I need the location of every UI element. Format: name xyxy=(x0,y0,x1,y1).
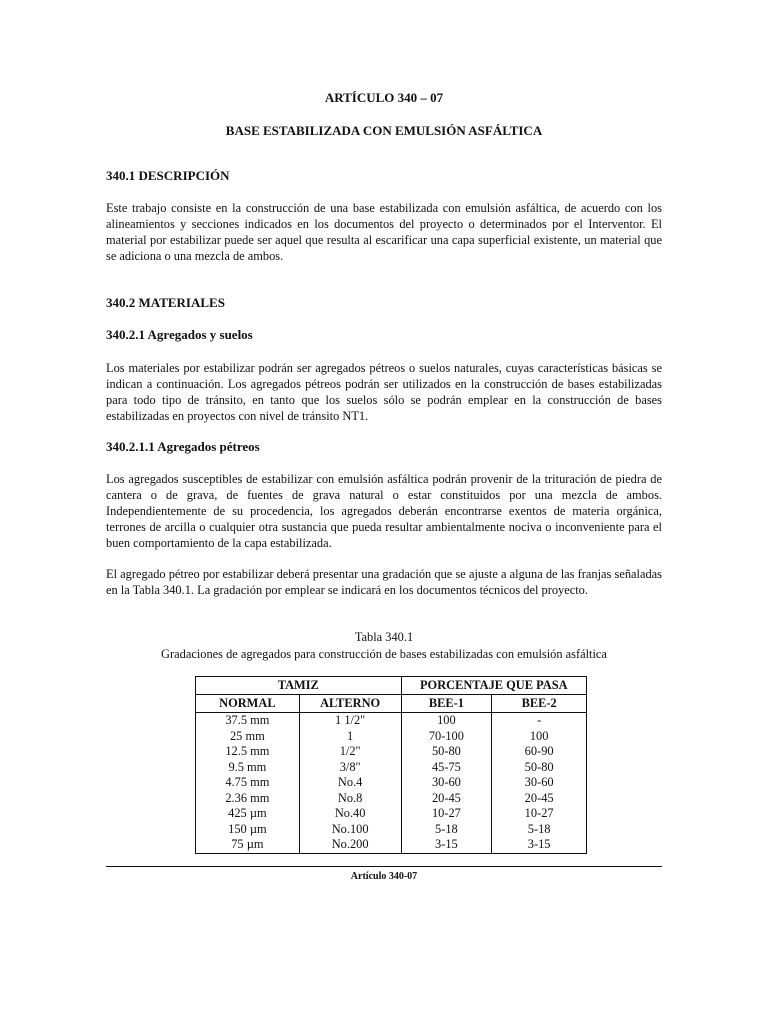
cell-bee2: 20-45 xyxy=(492,791,587,807)
cell-bee1: 20-45 xyxy=(401,791,492,807)
cell-normal: 2.36 mm xyxy=(196,791,300,807)
cell-alterno: 1/2" xyxy=(299,744,401,760)
cell-alterno: No.8 xyxy=(299,791,401,807)
cell-alterno: 1 xyxy=(299,729,401,745)
article-subtitle: BASE ESTABILIZADA CON EMULSIÓN ASFÁLTICA xyxy=(225,123,543,138)
cell-bee1: 30-60 xyxy=(401,775,492,791)
table-row xyxy=(196,760,587,776)
cell-bee1: 5-18 xyxy=(401,822,492,838)
table-row xyxy=(196,806,587,822)
table-row xyxy=(196,822,587,838)
section-heading-agregados-suelos: 340.2.1 Agregados y suelos xyxy=(106,327,253,342)
cell-bee2: 50-80 xyxy=(492,760,587,776)
cell-bee2: 3-15 xyxy=(492,837,587,853)
cell-bee2: - xyxy=(492,713,587,729)
table-row xyxy=(196,791,587,807)
cell-normal: 4.75 mm xyxy=(196,775,300,791)
cell-normal: 12.5 mm xyxy=(196,744,300,760)
header-bee2: BEE-2 xyxy=(492,695,587,713)
cell-bee1: 10-27 xyxy=(401,806,492,822)
cell-normal: 37.5 mm xyxy=(196,713,300,729)
cell-alterno: 1 1/2" xyxy=(299,713,401,729)
paragraph-agregados-suelos: Los materiales por estabilizar podrán ser agregados pétreos o suelos naturales, cuyas características básicas se indican a continuación. Los agregados pétreos podrán ser utilizados en la construcción de bases estabilizadas para todo tipo de tránsito, en tanto que los suelos sólo se podrán emplear en la construcción de bases estabilizadas en proyectos con nivel de tránsito NT1. xyxy=(106,361,662,424)
section-heading-descripcion: 340.1 DESCRIPCIÓN xyxy=(106,168,230,183)
cell-alterno: No.4 xyxy=(299,775,401,791)
paragraph-agregados-petreos-1: Los agregados susceptibles de estabilizar con emulsión asfáltica podrán provenir de la trituración de piedra de cantera o de grava, de fuentes de grava natural o estar constituidos por una mezcla de ambos. Independientemente de su procedencia, los agregados deberán encontrarse exentos de materia orgánica, terrones de arcilla o cualquier otra sustancia que pueda resultar ambientalmente nociva o inconveniente para el buen comportamiento de la capa estabilizada. xyxy=(106,472,662,551)
table-caption: Gradaciones de agregados para construcción de bases estabilizadas con emulsión asfáltica xyxy=(161,647,607,661)
header-alterno: ALTERNO xyxy=(299,695,401,713)
cell-alterno: No.100 xyxy=(299,822,401,838)
section-heading-materiales: 340.2 MATERIALES xyxy=(106,295,225,310)
header-normal: NORMAL xyxy=(196,695,300,713)
cell-alterno: No.200 xyxy=(299,837,401,853)
cell-bee2: 10-27 xyxy=(492,806,587,822)
page-footer: Artículo 340-07 xyxy=(350,871,418,882)
header-porcentaje: PORCENTAJE QUE PASA xyxy=(401,677,586,695)
table-row xyxy=(196,837,587,853)
paragraph-descripcion: Este trabajo consiste en la construcción de una base estabilizada con emulsión asfáltica, de acuerdo con los alineamientos y secciones indicados en los documentos del proyecto o determinados por el Interventor. El material por estabilizar puede ser aquel que resulta al escarificar una capa superficial existente, un material que se adiciona o una mezcla de ambos. xyxy=(106,201,662,264)
cell-bee1: 45-75 xyxy=(401,760,492,776)
cell-bee1: 100 xyxy=(401,713,492,729)
paragraph-agregados-petreos-2: El agregado pétreo por estabilizar deberá presentar una gradación que se ajuste a alguna de las franjas señaladas en la Tabla 340.1. La gradación por emplear se indicará en los documentos técnicos del proyecto. xyxy=(106,567,662,598)
cell-bee2: 60-90 xyxy=(492,744,587,760)
gradation-table xyxy=(195,676,587,854)
footer-divider xyxy=(106,866,662,867)
header-tamiz: TAMIZ xyxy=(196,677,402,695)
cell-bee1: 50-80 xyxy=(401,744,492,760)
cell-normal: 25 mm xyxy=(196,729,300,745)
cell-bee2: 30-60 xyxy=(492,775,587,791)
cell-normal: 150 µm xyxy=(196,822,300,838)
cell-bee1: 3-15 xyxy=(401,837,492,853)
table-row xyxy=(196,744,587,760)
cell-alterno: 3/8" xyxy=(299,760,401,776)
table-row xyxy=(196,729,587,745)
cell-bee1: 70-100 xyxy=(401,729,492,745)
header-bee1: BEE-1 xyxy=(401,695,492,713)
article-title: ARTÍCULO 340 – 07 xyxy=(324,90,444,105)
table-row xyxy=(196,713,587,729)
table-row xyxy=(196,775,587,791)
section-heading-agregados-petreos: 340.2.1.1 Agregados pétreos xyxy=(106,439,260,454)
cell-bee2: 100 xyxy=(492,729,587,745)
table-label: Tabla 340.1 xyxy=(354,630,414,644)
cell-alterno: No.40 xyxy=(299,806,401,822)
cell-normal: 9.5 mm xyxy=(196,760,300,776)
cell-bee2: 5-18 xyxy=(492,822,587,838)
cell-normal: 75 µm xyxy=(196,837,300,853)
cell-normal: 425 µm xyxy=(196,806,300,822)
